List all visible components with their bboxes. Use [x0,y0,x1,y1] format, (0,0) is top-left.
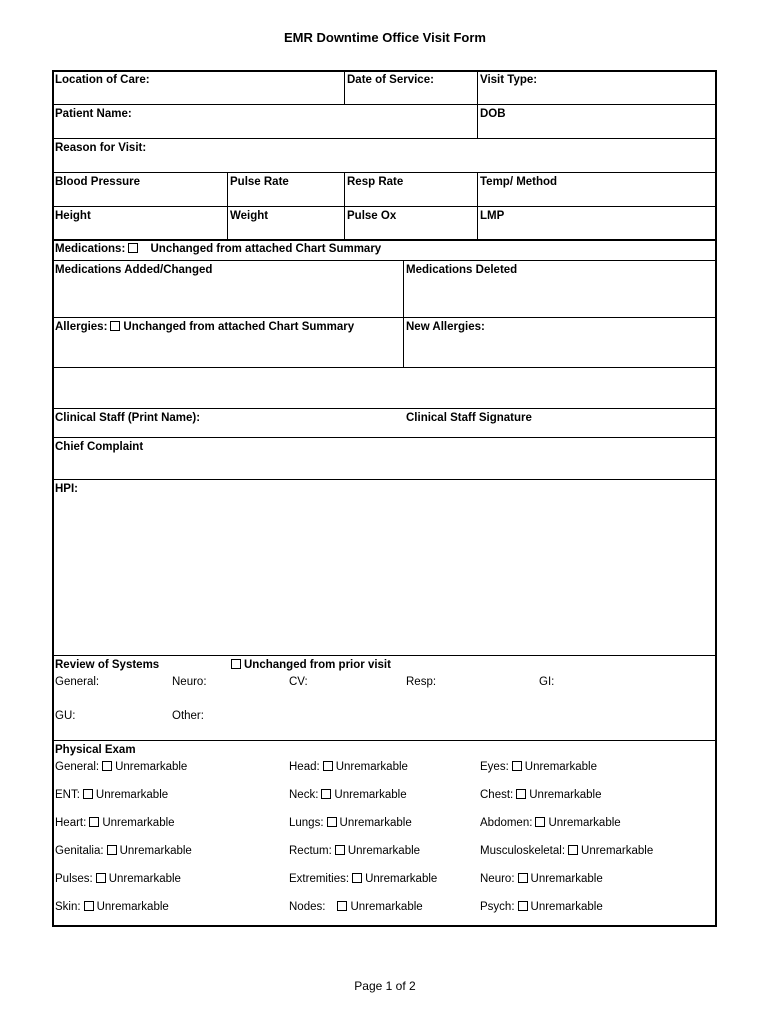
exam-item-label: Musculoskeletal: [480,845,566,857]
rule [52,172,717,173]
exam-item-label: Extremities: [289,873,350,885]
exam-lungs [289,816,412,830]
exam-neck-checkbox[interactable] [321,789,331,799]
exam-neuro [480,872,603,886]
temp-method-label: Temp/ Method [480,176,558,188]
medications-added-label: Medications Added/Changed [55,264,213,276]
unremarkable-label: Unremarkable [339,817,412,829]
exam-genitalia-checkbox[interactable] [107,845,117,855]
exam-item-label: Abdomen: [480,817,533,829]
exam-neck [289,788,407,802]
medications-unchanged-checkbox[interactable] [128,243,138,253]
rule [477,172,478,240]
exam-item-label: General: [55,761,100,773]
rule [52,655,717,656]
exam-general-checkbox[interactable] [102,761,112,771]
exam-item-label: Rectum: [289,845,332,857]
allergies-unchanged-label: Unchanged from attached Chart Summary [123,321,355,333]
ros-gu: GU: [55,710,76,722]
exam-extremities-checkbox[interactable] [352,873,362,883]
unremarkable-label: Unremarkable [102,817,175,829]
exam-item-label: Psych: [480,901,515,913]
rule [52,104,717,105]
exam-pulses-checkbox[interactable] [96,873,106,883]
rule [344,70,345,104]
exam-genitalia [55,844,192,858]
rule [52,740,717,741]
allergies-row [55,320,354,334]
exam-rectum [289,844,420,858]
exam-head-checkbox[interactable] [323,761,333,771]
clinical-staff-name-label: Clinical Staff (Print Name): [55,412,201,424]
unremarkable-label: Unremarkable [530,901,603,913]
unremarkable-label: Unremarkable [119,845,192,857]
exam-psych-checkbox[interactable] [518,901,528,911]
exam-item-label: Neck: [289,789,319,801]
rule [52,317,717,318]
hpi-label: HPI: [55,483,78,495]
exam-eyes [480,760,597,774]
rule [52,206,717,207]
unremarkable-label: Unremarkable [529,789,602,801]
exam-pulses [55,872,181,886]
rule [52,367,717,368]
allergies-label: Allergies: [55,321,108,333]
visit-type-label: Visit Type: [480,74,538,86]
exam-item-label: Chest: [480,789,514,801]
visit-form [52,70,717,927]
unremarkable-label: Unremarkable [581,845,654,857]
exam-neuro-checkbox[interactable] [518,873,528,883]
ros-gi: GI: [539,676,555,688]
exam-psych [480,900,603,914]
exam-item-label: Pulses: [55,873,93,885]
blood-pressure-label: Blood Pressure [55,176,140,188]
border-top [52,70,717,72]
exam-head [289,760,408,774]
medications-row [55,242,381,256]
exam-heart-checkbox[interactable] [89,817,99,827]
ros-general: General: [55,676,100,688]
exam-item-label: Genitalia: [55,845,104,857]
border-left [52,70,54,927]
exam-general [55,760,187,774]
location-of-care-label: Location of Care: [55,74,150,86]
resp-rate-label: Resp Rate [347,176,404,188]
ros-unchanged-label: Unchanged from prior visit [244,659,391,671]
exam-heart [55,816,175,830]
unremarkable-label: Unremarkable [95,789,169,801]
exam-chest [480,788,601,802]
exam-musculoskeletal [480,844,653,858]
exam-ent-checkbox[interactable] [83,789,93,799]
rule [52,138,717,139]
exam-lungs-checkbox[interactable] [327,817,337,827]
exam-abdomen-checkbox[interactable] [535,817,545,827]
exam-musculoskeletal-checkbox[interactable] [568,845,578,855]
exam-nodes [289,900,423,914]
unremarkable-label: Unremarkable [347,845,421,857]
border-bottom [52,925,717,927]
date-of-service-label: Date of Service: [347,74,434,86]
physical-exam-label: Physical Exam [55,744,136,756]
weight-label: Weight [230,210,269,222]
exam-item-label: Eyes: [480,761,509,773]
rule [52,408,717,409]
rule [477,70,478,138]
ros-unchanged-checkbox[interactable] [231,659,241,669]
unremarkable-label: Unremarkable [524,761,597,773]
rule [344,172,345,240]
unremarkable-label: Unremarkable [350,901,423,913]
unremarkable-label: Unremarkable [335,761,408,773]
rule [52,239,717,241]
allergies-unchanged-checkbox[interactable] [110,321,120,331]
medications-label: Medications: [55,243,126,255]
unremarkable-label: Unremarkable [365,873,438,885]
page-number: Page 1 of 2 [354,979,416,993]
clinical-staff-signature-label: Clinical Staff Signature [406,412,532,424]
exam-item-label: Heart: [55,817,87,829]
unremarkable-label: Unremarkable [115,761,188,773]
ros-neuro: Neuro: [172,676,207,688]
unremarkable-label: Unremarkable [548,817,621,829]
lmp-label: LMP [480,210,505,222]
ros-other: Other: [172,710,204,722]
unremarkable-label: Unremarkable [96,901,169,913]
medications-unchanged-label: Unchanged from attached Chart Summary [150,243,382,255]
exam-abdomen [480,816,621,830]
ros-resp: Resp: [406,676,437,688]
exam-chest-checkbox[interactable] [516,789,526,799]
exam-extremities [289,872,437,886]
height-label: Height [55,210,91,222]
ros-cv: CV: [289,676,308,688]
new-allergies-label: New Allergies: [406,321,485,333]
pulse-ox-label: Pulse Ox [347,210,397,222]
exam-eyes-checkbox[interactable] [512,761,522,771]
rule [52,479,717,480]
exam-item-label: Neuro: [480,873,515,885]
exam-rectum-checkbox[interactable] [335,845,345,855]
exam-item-label: Lungs: [289,817,324,829]
unremarkable-label: Unremarkable [530,873,603,885]
exam-skin [55,900,169,914]
exam-skin-checkbox[interactable] [84,901,94,911]
ros-unchanged-row [228,658,391,672]
unremarkable-label: Unremarkable [108,873,181,885]
form-title: EMR Downtime Office Visit Form [283,30,486,45]
reason-for-visit-label: Reason for Visit: [55,142,147,154]
border-right [715,70,717,927]
chief-complaint-label: Chief Complaint [55,441,144,453]
patient-name-label: Patient Name: [55,108,132,120]
rule [52,437,717,438]
exam-ent [55,788,168,802]
rule [403,260,404,367]
exam-item-label: Skin: [55,901,81,913]
unremarkable-label: Unremarkable [334,789,407,801]
exam-item-label: Head: [289,761,320,773]
rule [227,172,228,240]
dob-label: DOB [480,108,506,120]
exam-item-label: Nodes: [289,901,326,913]
exam-nodes-checkbox[interactable] [337,901,347,911]
ros-label: Review of Systems [55,659,160,671]
medications-deleted-label: Medications Deleted [406,264,518,276]
rule [52,260,717,261]
exam-item-label: ENT: [55,789,80,801]
pulse-rate-label: Pulse Rate [230,176,289,188]
